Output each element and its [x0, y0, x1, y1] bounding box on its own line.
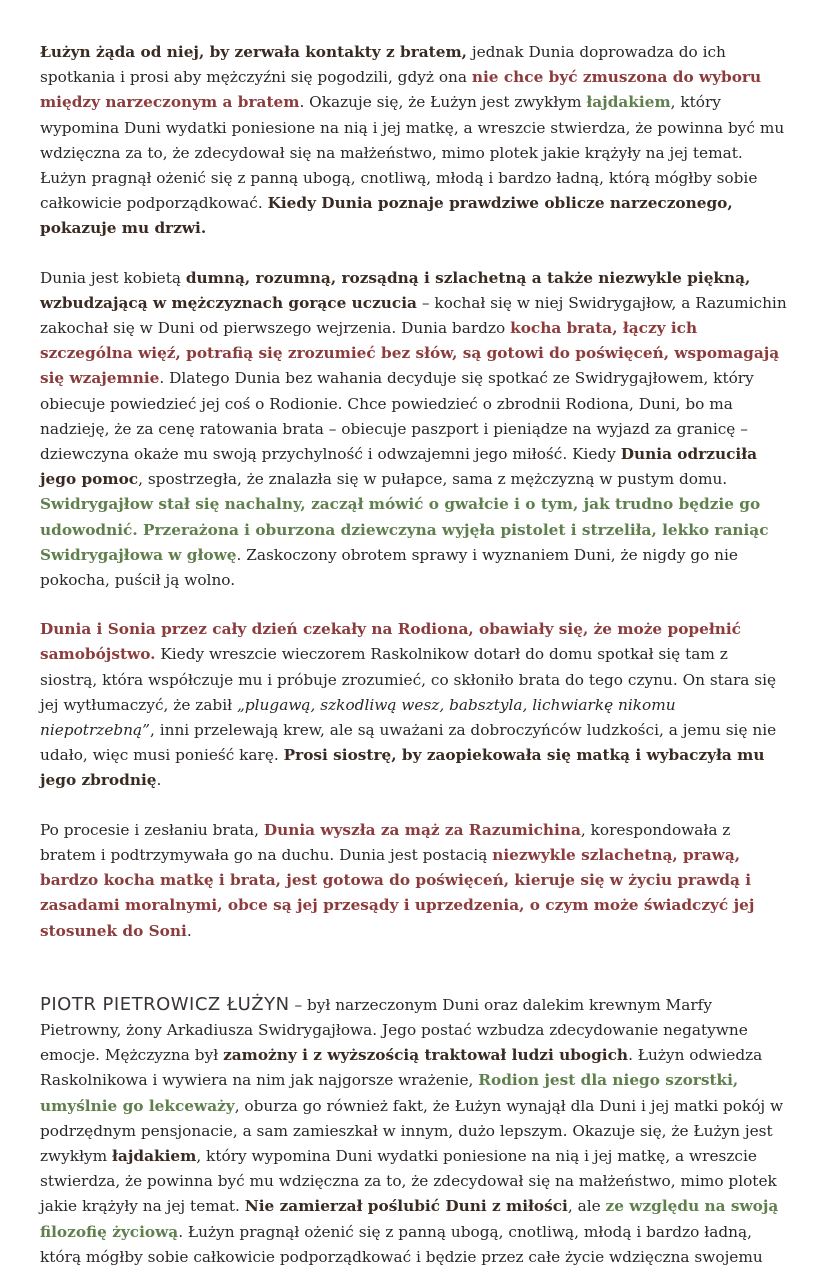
section-heading: PIOTR PIETROWICZ ŁUŻYN [40, 993, 290, 1015]
text-run: – kochał się w niej Swidrygajłow, a Razumichin zakochał się w Duni od pierwszego wejrzenia. Dunia bardzo [40, 293, 787, 338]
text-run: Po procesie i zesłaniu brata, [40, 820, 264, 839]
highlighted-text: Dunia i Sonia przez cały dzień czekały na Rodiona, obawiały się, że może popełnić samobójstwo. [40, 620, 741, 664]
highlighted-text: niezwykle szlachetną, prawą, bardzo kocha matkę i brata, jest gotowa do poświęceń, kieruje się w życiu prawdą i zasadami moralnymi, obce są jej przesądy i uprzedzenia, o czym może świadczyć jej stosunek do Soni [40, 845, 755, 940]
text-run: Kiedy wreszcie wieczorem Raskolnikow dotarł do domu spotkał się tam z siostrą, która współczuje mu i próbuje zrozumieć, co skłoniło brata do tego czynu. On stara się jej wytłumaczyć, że zabił [40, 645, 777, 714]
highlighted-text: Rodion jest dla niego szorstki, umyślnie go lekceważy [40, 1071, 739, 1115]
section-spacer [40, 956, 788, 992]
text-run: . [186, 921, 192, 940]
text-run: , który wypomina Duni wydatki poniesione na nią i jej matkę, a wreszcie stwierdza, że powinna być mu wdzięczna za to, że zdecydował się na małżeństwo, mimo plotek jakie krążyły na jej temat. [40, 1146, 777, 1216]
paragraph-dunia-marriage [40, 818, 788, 944]
highlighted-text: łajdakiem [586, 93, 671, 112]
highlighted-text: kocha brata, łączy ich szczególna więź, potrafią się zrozumieć bez słów, są gotowi do poświęceń, wspomagają się wzajemnie [40, 319, 780, 388]
text-run: , spostrzegła, że znalazła się w pułapce, sama z mężczyzną w pustym domu. [138, 470, 728, 489]
text-run: . [156, 771, 162, 790]
paragraph-dunia-luzyn [40, 40, 788, 242]
highlighted-text: Dunia wyszła za mąż za Razumichina [263, 820, 581, 839]
highlighted-text: nie chce być zmuszona do wyboru między narzeczonym a bratem [40, 68, 762, 112]
highlighted-text: dumną, rozumną, rozsądną i szlachetną a także niezwykle piękną, wzbudzającą w mężczyznach gorące uczucia [40, 268, 751, 312]
text-run: . Dlatego Dunia bez wahania decyduje się spotkać ze Swidrygajłowem, który obiecuje powiedzieć jej coś o Rodionie. Chce powiedzieć o zbrodnii Rodiona, Duni, bo ma nadzieję, że za cenę ratowania brata – obiecuje paszport i pieniądze na wyjazd za granicę – dziewczyna okaże mu swoją przychylność i odwzajemni jego miłość. Kiedy [40, 369, 754, 464]
paragraph-luzyn-profile [40, 992, 788, 1270]
highlighted-text: łajdakiem [112, 1146, 197, 1165]
paragraph-dunia-sonia [40, 617, 788, 793]
paragraph-dunia-character [40, 266, 788, 594]
text-run: . Okazuje się, że Łużyn jest zwykłym [299, 93, 587, 112]
text-run: Dunia jest kobietą [40, 268, 186, 287]
text-run: , korespondowała z bratem i podtrzymywała go na duchu. Dunia jest postacią [40, 820, 731, 864]
highlighted-text: Kiedy Dunia poznaje prawdziwe oblicze narzeczonego, pokazuje mu drzwi. [40, 194, 733, 238]
text-run: , ale [567, 1197, 606, 1216]
highlighted-text: Swidrygajłow stał się nachalny, zaczął mówić o gwałcie i o tym, jak trudno będzie go udowodnić. Przerażona i oburzona dziewczyna wyjęła pistolet i strzeliła, lekko raniąc Swidrygajłowa w głowę [40, 495, 769, 564]
highlighted-text: Łużyn żąda od niej, by zerwała kontakty z bratem, [40, 43, 467, 61]
highlighted-text: zamożny i z wyższością traktował ludzi ubogich [223, 1046, 629, 1065]
text-run: . Łużyn odwiedza Raskolnikowa i wywiera na nim jak najgorsze wrażenie, [40, 1046, 763, 1090]
highlighted-text: Nie zamierzał poślubić Duni z miłości [244, 1197, 568, 1216]
text-run: , inni przelewają krew, ale są uważani za dobroczyńców ludzkości, a jemu się nie udało, więc musi ponieść karę. [40, 721, 777, 765]
text-run: , oburza go również fakt, że Łużyn wynajął dla Duni i jej matki pokój w podrzędnym pensjonacie, a sam zamieszkał w innym, dużo lepszym. Okazuje się, że Łużyn jest zwykłym [40, 1096, 784, 1165]
highlighted-text: ze względu na swoją filozofię życiową [40, 1197, 779, 1241]
highlighted-text: „plugawą, szkodliwą wesz, babsztyla, lichwiarkę nikomu niepotrzebną” [40, 695, 676, 740]
text-run: , który wypomina Duni wydatki poniesione na nią i jej matkę, a wreszcie stwierdza, że powinna być mu wdzięczna za to, że zdecydował się na małżeństwo, mimo plotek jakie krążyły na jej temat. Łużyn pragnął ożenić się z panną ubogą, cnotliwą, młodą i bardzo ładną, którą mógłby sobie całkowicie podporządkować. [40, 93, 785, 213]
text-run: – był narzeczonym Duni oraz dalekim krewnym Marfy Pietrowny, żony Arkadiusza Swidrygajłowa. Jego postać wzbudza zdecydowanie negatywne emocje. Mężczyzna był [40, 995, 748, 1065]
highlighted-text: Dunia odrzuciła jego pomoc [40, 445, 757, 489]
text-run: . Łużyn pragnął ożenić się z panną ubogą, cnotliwą, młodą i bardzo ładną, którą mógłby sobie całkowicie podporządkować i będzie przez całe życie wdzięczna swojemu [40, 1222, 763, 1266]
highlighted-text: Prosi siostrę, by zaopiekowała się matką i wybaczyła mu jego zbrodnię [40, 746, 765, 790]
text-run: . Zaskoczony obrotem sprawy i wyznaniem Duni, że nigdy go nie pokocha, puścił ją wolno. [40, 545, 738, 590]
text-run: jednak Dunia doprowadza do ich spotkania i prosi aby mężczyźni się pogodzili, gdyż ona [40, 43, 726, 87]
